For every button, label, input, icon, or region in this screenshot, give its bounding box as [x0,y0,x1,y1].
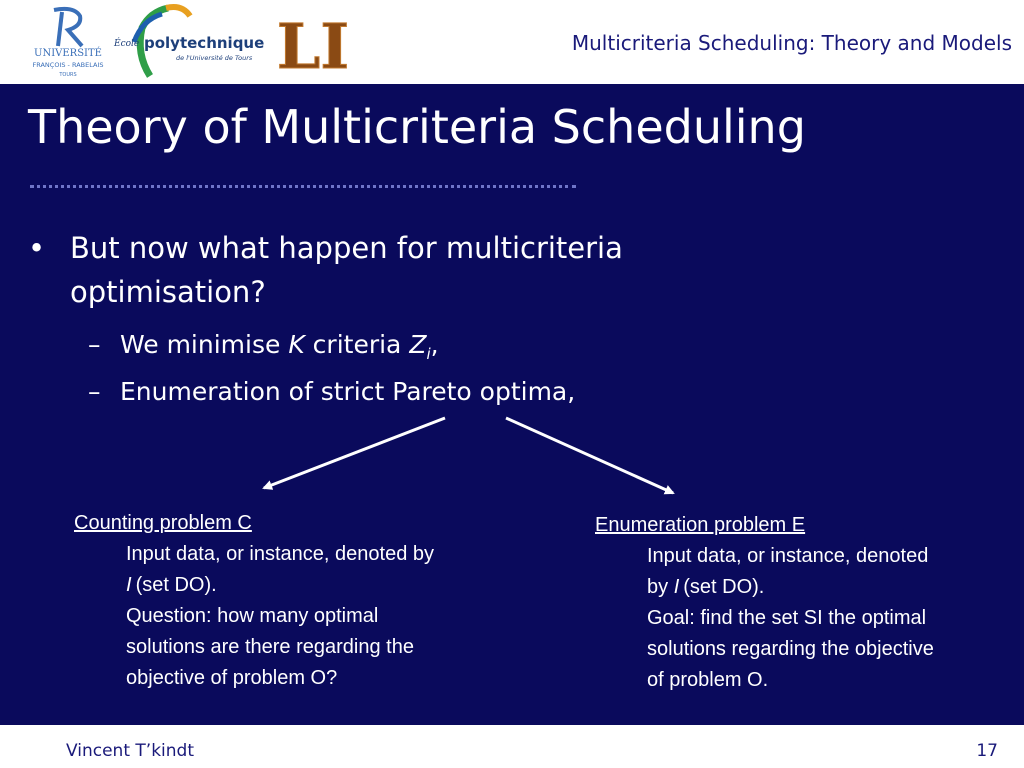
sub1-pre: We minimise [120,330,289,359]
counting-heading: Counting problem C [74,512,252,534]
enumeration-heading: Enumeration problem E [595,514,806,536]
sub-bullet-dash: – [88,330,101,359]
counting-line5: objective of problem O? [126,667,338,689]
counting-line2: (set DO). [135,574,217,596]
enumeration-line4: solutions regarding the objective [647,638,934,660]
poly-name: polytechnique [144,34,265,52]
counting-line1: Input data, or instance, denoted by [126,543,434,565]
slide-title: Theory of Multicriteria Scheduling [28,100,806,154]
sub-bullet-dash: – [88,377,101,406]
universite-text-2: FRANÇOIS - RABELAIS [32,61,104,69]
poly-sub: de l'Université de Tours [176,54,253,62]
counting-problem-box [74,508,534,694]
enumeration-line1: Input data, or instance, denoted [647,545,929,567]
presentation-title: Multicriteria Scheduling: Theory and Models [571,31,1012,55]
sub2-text: Enumeration of strict Pareto optima, [120,377,576,406]
arrow-left [264,418,445,488]
sub1-post: , [430,330,439,359]
enumeration-line3: Goal: find the set SI the optimal [647,607,927,629]
counting-line3: Question: how many optimal [126,605,379,627]
enumeration-line2: (set DO). [683,576,765,598]
li-text: LI [276,10,350,80]
enumeration-by: by [647,576,669,598]
enumeration-i: I [673,576,680,598]
sub1-i: i [426,345,431,363]
bullet-main-line1: But now what happen for multicriteria [70,231,623,265]
universite-text-1: UNIVERSITÉ [34,48,102,59]
enumeration-line5: of problem O. [647,669,769,691]
sub1-mid: criteria [304,330,410,359]
bullet-dot: • [28,231,46,265]
enumeration-problem-box [595,510,1020,696]
counting-line4: solutions are there regarding the [126,636,414,658]
slide-footer [0,727,1024,768]
poly-prefix: École [114,39,140,49]
bullet-main-line2: optimisation? [70,275,266,309]
sub1-k: K [288,330,305,359]
footer-author: Vincent T’kindt [66,741,194,761]
sub1-z: Z [409,330,427,359]
universite-text-3: TOURS [59,72,77,78]
arrow-right [506,418,673,493]
counting-i: I [126,574,132,596]
page-number: 17 [976,741,998,761]
